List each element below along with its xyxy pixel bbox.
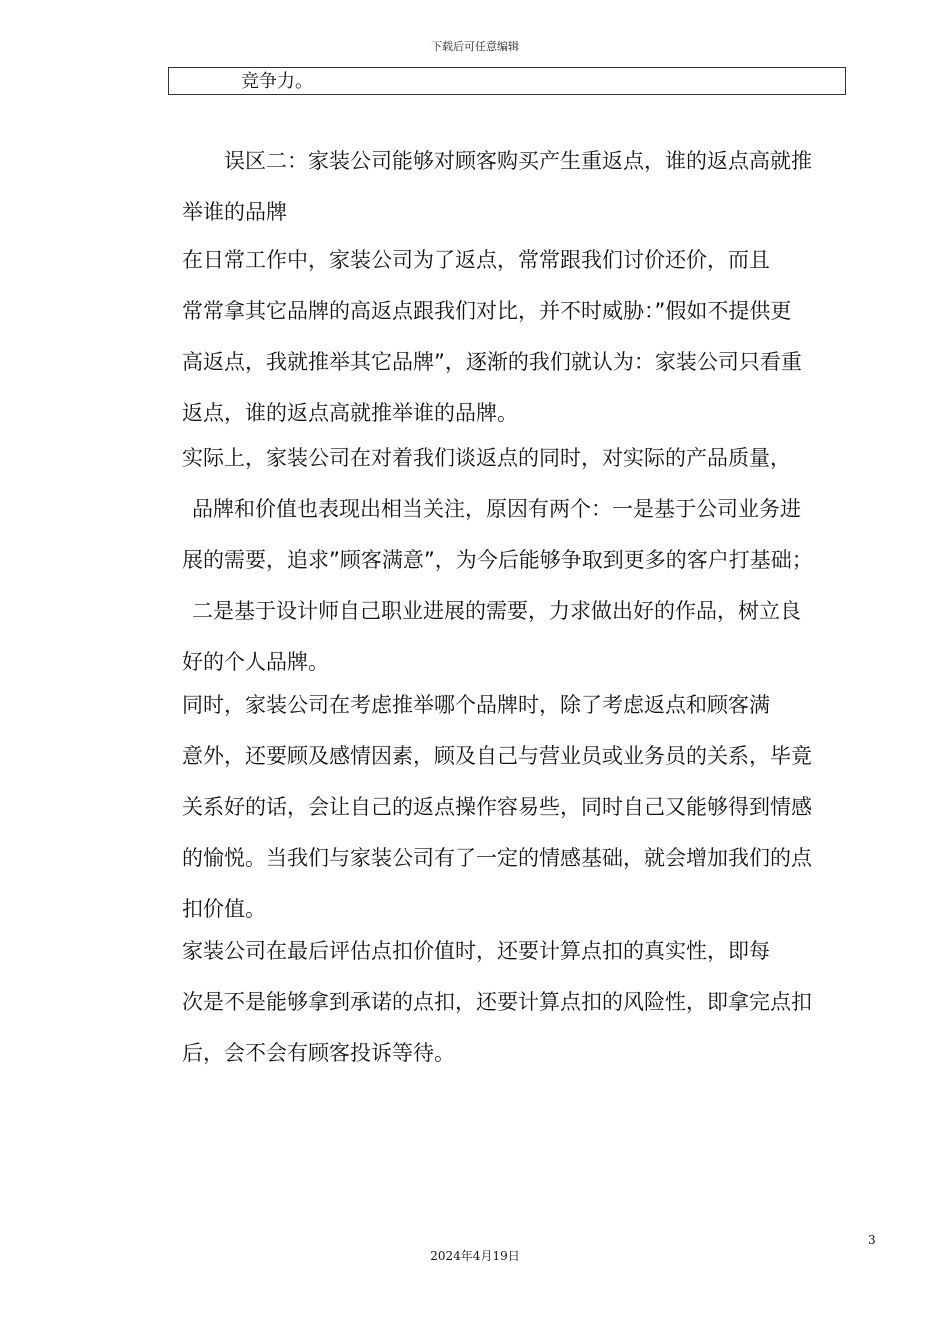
paragraph-3 xyxy=(140,433,892,688)
text-line: 常常拿其它品牌的高返点跟我们对比，并不时威胁：”假如不提供更 xyxy=(182,299,792,323)
text-line: 关系好的话，会让自己的返点操作容易些，同时自己又能够得到情感 xyxy=(182,795,812,819)
text-line: 举谁的品牌 xyxy=(140,200,287,224)
text-line: 好的个人品牌。 xyxy=(182,650,329,674)
text-line: 误区二：家装公司能够对顾客购买产生重返点，谁的返点高就推 xyxy=(182,149,812,173)
page-header: 下载后可任意编辑 xyxy=(431,40,519,53)
text-line: 二是基于设计师自己职业进展的需要，力求做出好的作品，树立良 xyxy=(192,599,801,623)
text-line: 的愉悦。当我们与家装公司有了一定的情感基础，就会增加我们的点 xyxy=(182,846,812,870)
text-line: 次是不是能够拿到承诺的点扣，还要计算点扣的风险性，即拿完点扣 xyxy=(182,990,812,1014)
text-line: 实际上，家装公司在对着我们谈返点的同时，对实际的产品质量， xyxy=(140,446,791,470)
text-line: 高返点，我就推举其它品牌”，逐渐的我们就认为：家装公司只看重 xyxy=(182,350,802,374)
text-line: 意外，还要顾及感情因素，顾及自己与营业员或业务员的关系，毕竟 xyxy=(182,744,812,768)
text-line: 后，会不会有顾客投诉等待。 xyxy=(182,1041,455,1065)
text-line: 展的需要，追求”顾客满意”，为今后能够争取到更多的客户打基础； xyxy=(182,548,813,572)
page-number: 3 xyxy=(868,1233,876,1247)
text-line: 家装公司在最后评估点扣价值时，还要计算点扣的真实性，即每 xyxy=(140,939,770,963)
text-line: 同时，家装公司在考虑推举哪个品牌时，除了考虑返点和顾客满 xyxy=(140,693,770,717)
text-line: 在日常工作中，家装公司为了返点，常常跟我们讨价还价，而且 xyxy=(140,248,770,272)
paragraph-2 xyxy=(140,235,892,439)
paragraph-4 xyxy=(140,680,892,935)
paragraph-1 xyxy=(140,136,892,238)
text-line: 扣价值。 xyxy=(182,897,266,921)
text-line: 返点，谁的返点高就推举谁的品牌。 xyxy=(182,401,518,425)
text-line: 品牌和价值也表现出相当关注，原因有两个：一是基于公司业务进 xyxy=(192,497,801,521)
boxed-text-line: 竞争力。 xyxy=(168,67,846,95)
page-footer-date: 2024年4月19日 xyxy=(430,1249,520,1263)
paragraph-5 xyxy=(140,926,892,1079)
